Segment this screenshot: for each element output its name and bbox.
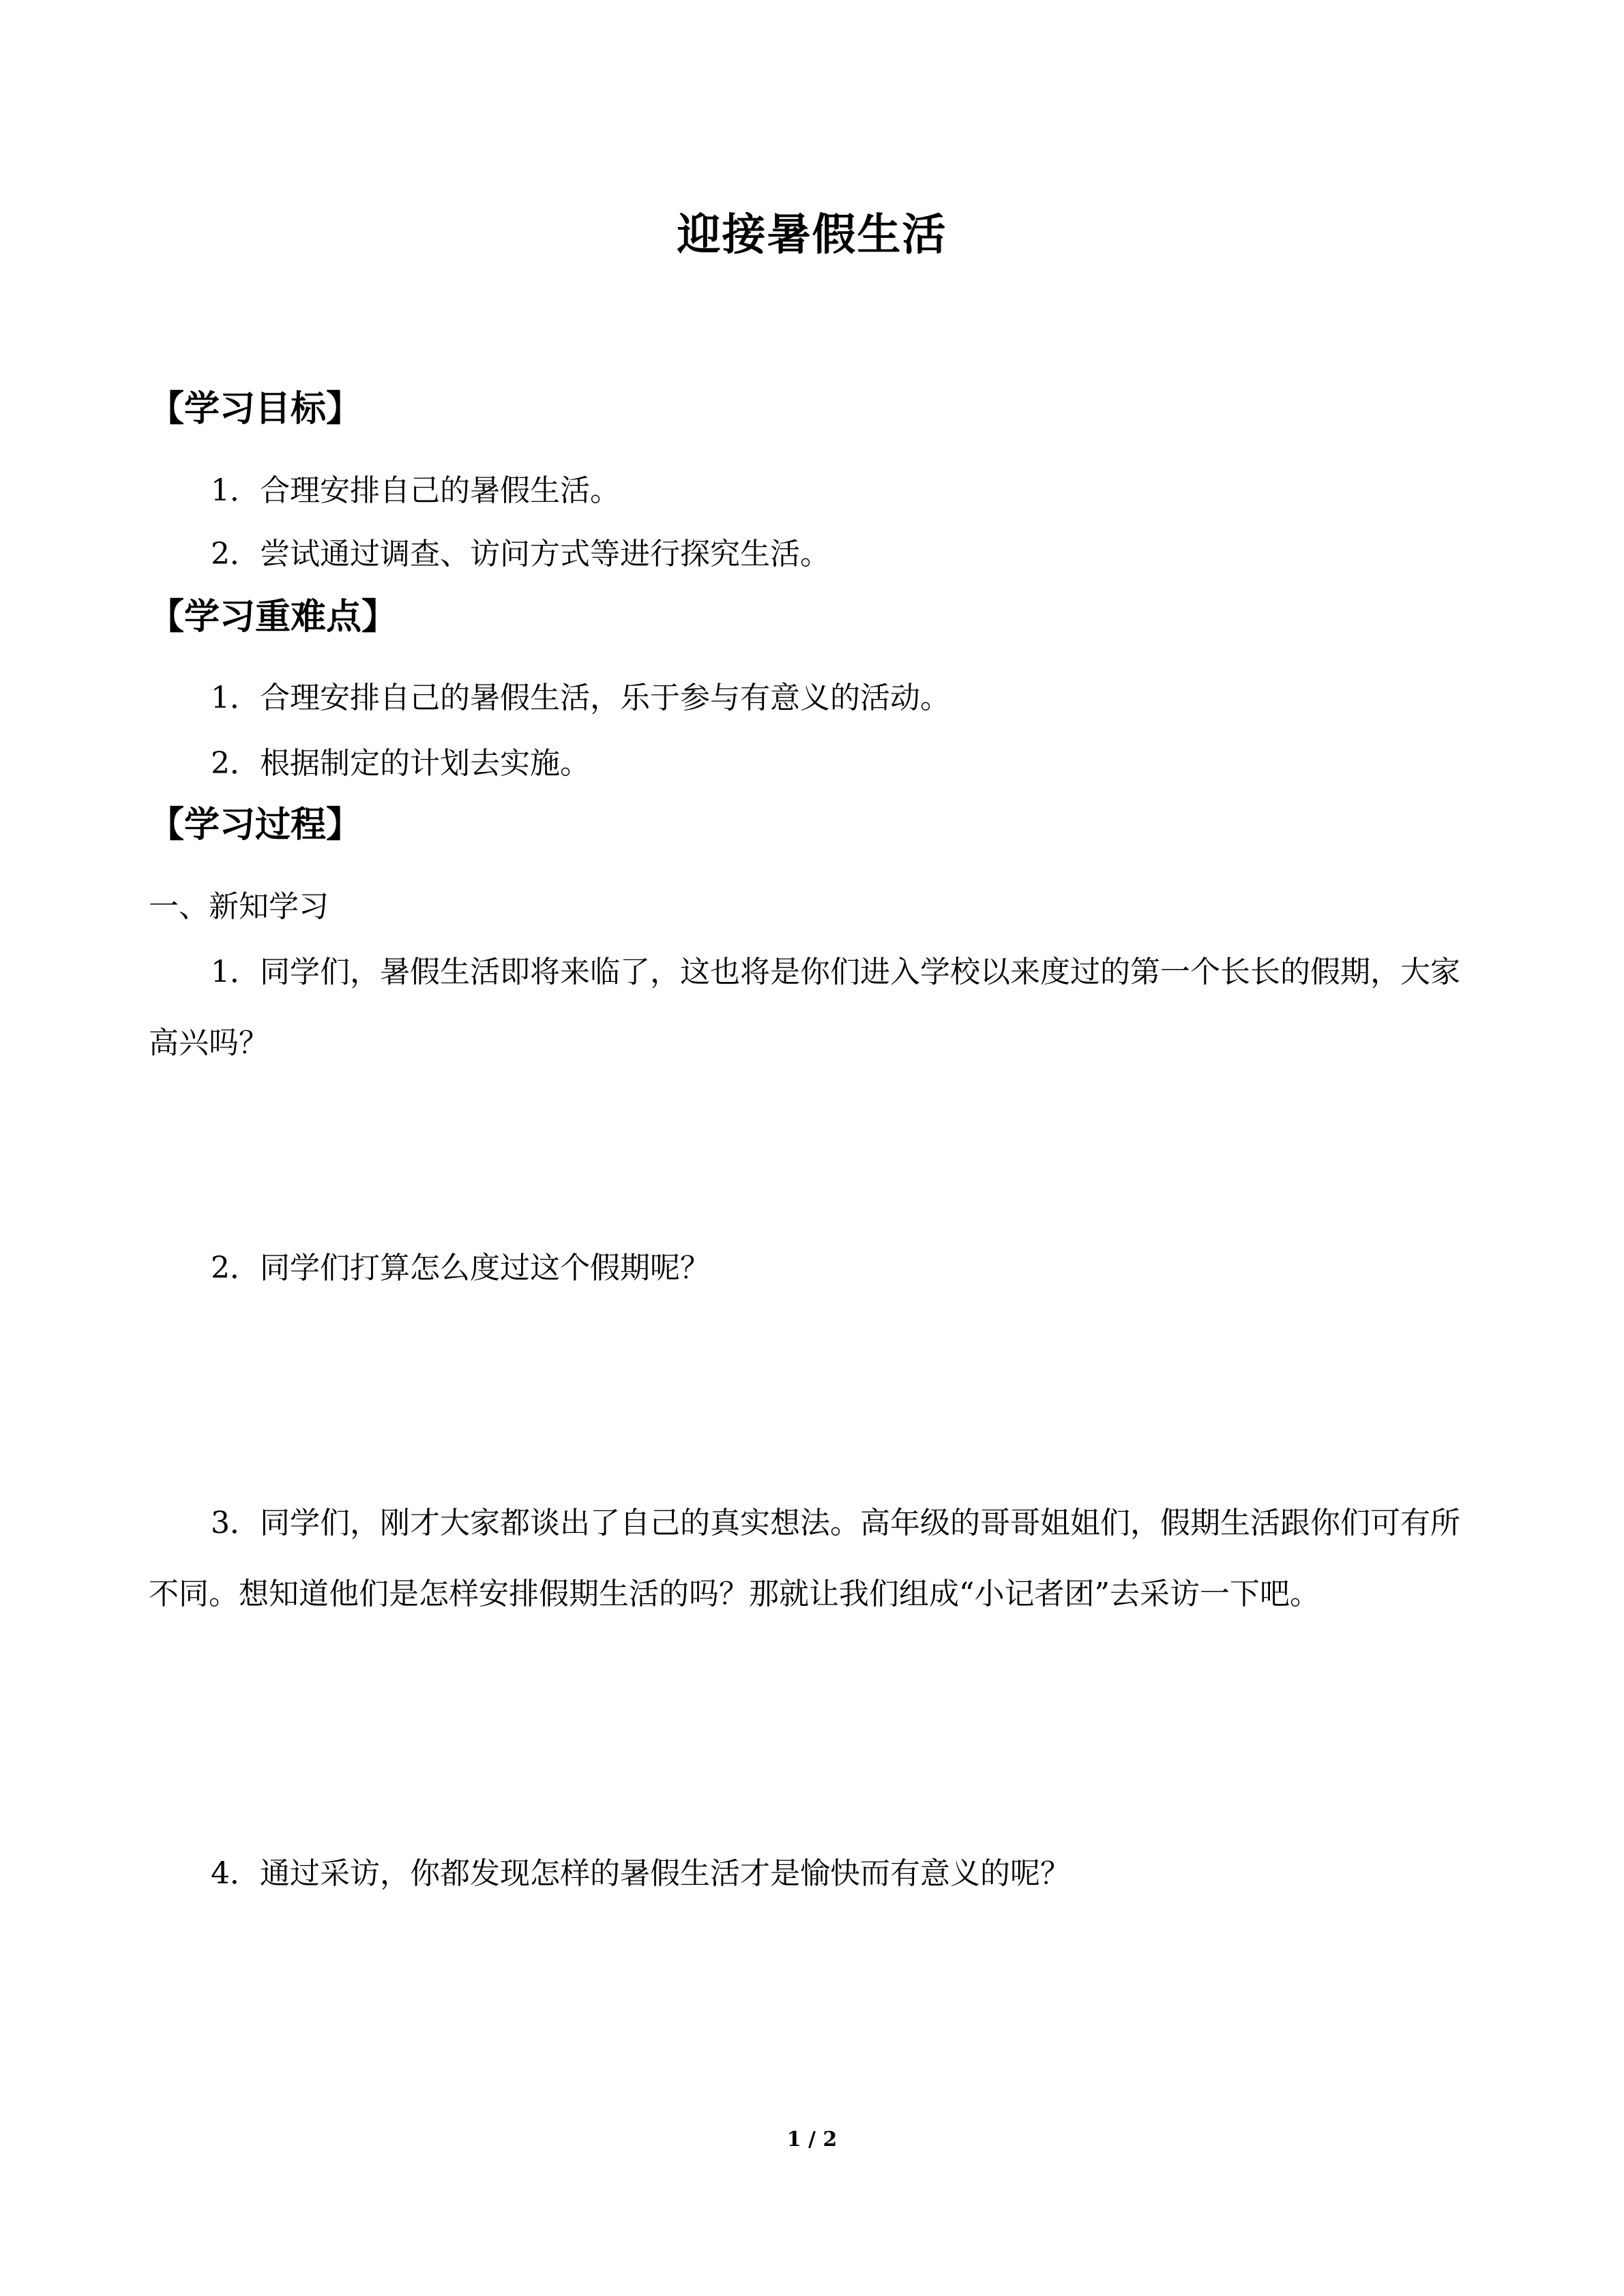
objective-item-2: 2．尝试通过调查、访问方式等进行探究生活。 [211,537,830,571]
subsection-heading: 一、新知学习 [149,889,329,924]
key-point-item-2: 2．根据制定的计划去实施。 [211,746,590,781]
document-title: 迎接暑假生活 [677,210,947,260]
section-heading-objectives: 【学习目标】 [149,389,362,430]
question-4: 4．通过采访，你都发现怎样的暑假生活才是愉快而有意义的呢？ [211,1856,1070,1891]
objective-item-1: 1．合理安排自己的暑假生活。 [211,473,620,508]
question-2: 2．同学们打算怎么度过这个假期呢？ [211,1251,710,1285]
question-3: 3．同学们，刚才大家都谈出了自己的真实想法。高年级的哥哥姐姐们，假期生活跟你们可有所不同。想知道他们是怎样安排假期生活的吗？那就让我们组成“小记者团”去采访一下吧。 [149,1506,1460,1611]
section-heading-process: 【学习过程】 [149,805,362,846]
page-number: 1 / 2 [786,2128,838,2151]
key-point-item-1: 1．合理安排自己的暑假生活，乐于参与有意义的活动。 [211,681,950,715]
section-heading-key-points: 【学习重难点】 [149,597,398,638]
question-1: 1．同学们，暑假生活即将来临了，这也将是你们进入学校以来度过的第一个长长的假期，大家高兴吗？ [149,955,1460,1060]
